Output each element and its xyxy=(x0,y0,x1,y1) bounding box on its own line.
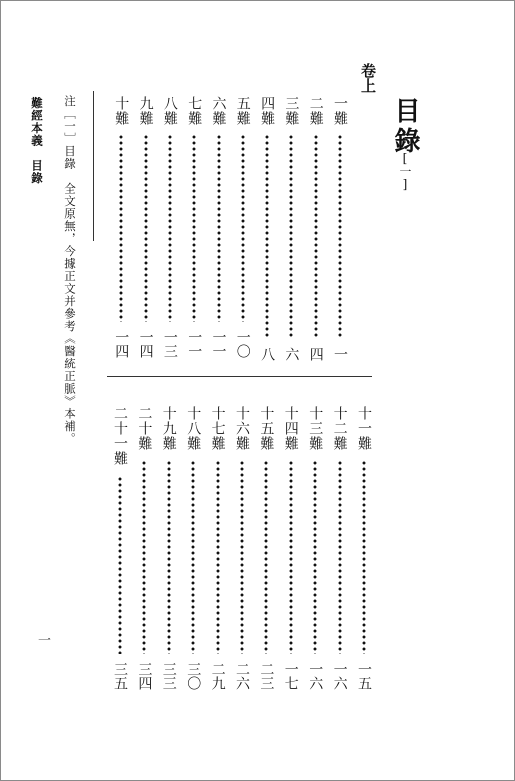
toc-entry-page: 一六 xyxy=(307,662,324,690)
leader-dots xyxy=(166,460,172,654)
note-divider xyxy=(93,91,94,241)
toc-entry xyxy=(283,406,299,696)
leader-dots xyxy=(337,134,343,339)
leader-dots xyxy=(288,460,294,654)
toc-entry-label: 一難 xyxy=(332,96,348,126)
leader-dots xyxy=(240,134,246,322)
toc-entry-label: 六難 xyxy=(210,96,227,126)
toc-entry-page: 二三 xyxy=(258,662,275,690)
leader-dots xyxy=(337,460,343,654)
toc-entry-page: 一五 xyxy=(356,662,372,690)
toc-entry-page: 一四 xyxy=(137,330,154,358)
toc-entry-label: 十四難 xyxy=(282,406,299,451)
leader-dots xyxy=(215,460,221,654)
toc-entry xyxy=(356,406,372,696)
leader-dots xyxy=(263,460,269,654)
toc-entry-label: 十七難 xyxy=(209,406,226,451)
toc-entry-page: 三〇 xyxy=(185,662,202,690)
toc-entry xyxy=(332,96,348,364)
toc-entry xyxy=(161,406,177,696)
toc-entry-label: 二難 xyxy=(307,96,324,126)
toc-entry-label: 十六難 xyxy=(234,406,250,451)
toc-entry xyxy=(235,96,251,364)
toc-entry xyxy=(162,96,178,364)
toc-entry-page: 三五 xyxy=(112,662,128,690)
toc-entry xyxy=(138,96,154,364)
leader-dots xyxy=(191,134,197,322)
toc-entry xyxy=(211,96,227,364)
volume-label: 卷上 xyxy=(359,63,377,93)
toc-entry xyxy=(258,406,274,696)
leader-dots xyxy=(167,134,173,322)
toc-entry-label: 五難 xyxy=(234,96,251,126)
running-header: 難經本義 目錄 xyxy=(30,97,44,185)
toc-entry xyxy=(186,96,202,364)
toc-entry-label: 二十一難 xyxy=(112,406,128,466)
toc-entry-label: 八難 xyxy=(161,96,178,126)
toc-entry xyxy=(259,96,275,364)
leader-dots xyxy=(216,134,222,322)
toc-entry xyxy=(308,96,324,364)
toc-entry-page: 八 xyxy=(259,347,276,361)
toc-entry xyxy=(307,406,323,696)
toc-entry xyxy=(234,406,250,696)
leader-dots xyxy=(190,460,196,654)
toc-entry-page: 六 xyxy=(283,347,300,361)
toc-entry-page: 三四 xyxy=(136,662,153,690)
toc-entry xyxy=(283,96,299,364)
toc-entry-page: 一一 xyxy=(210,330,227,358)
toc-entry-page: 二九 xyxy=(209,662,226,690)
leader-dots xyxy=(313,134,319,339)
page-title: 目錄 xyxy=(390,97,420,157)
toc-entry-page: 一六 xyxy=(331,662,348,690)
toc-entry xyxy=(185,406,201,696)
toc-entry-page: 一〇 xyxy=(234,330,251,358)
leader-dots xyxy=(141,460,147,654)
leader-dots xyxy=(312,460,318,654)
toc-entry-label: 十一難 xyxy=(356,406,372,451)
toc-entry xyxy=(332,406,348,696)
toc-entry-page: 三三 xyxy=(160,662,177,690)
toc-entry-label: 三難 xyxy=(283,96,300,126)
toc-entry-label: 二十難 xyxy=(136,406,153,451)
toc-entry xyxy=(113,96,129,364)
leader-dots xyxy=(143,134,149,322)
toc-entry-label: 四難 xyxy=(259,96,276,126)
toc-entry-page: 一四 xyxy=(113,330,130,358)
toc-entry-label: 十八難 xyxy=(185,406,202,451)
toc-entry xyxy=(136,406,152,696)
toc-entry-page: 一 xyxy=(332,347,348,361)
section-divider xyxy=(107,376,372,377)
leader-dots xyxy=(118,134,124,322)
toc-entry-label: 十二難 xyxy=(331,406,348,451)
toc-entry-label: 十九難 xyxy=(160,406,177,451)
toc-entry-label: 十五難 xyxy=(258,406,275,451)
toc-entry xyxy=(210,406,226,696)
page-number: 一 xyxy=(35,633,50,646)
leader-dots xyxy=(288,134,294,339)
toc-entry-page: 一一 xyxy=(186,330,203,358)
toc-entry-label: 十難 xyxy=(113,96,130,126)
title-footnote-mark: [一] xyxy=(398,151,412,191)
toc-entry-label: 十三難 xyxy=(307,406,324,451)
leader-dots xyxy=(117,476,123,654)
editorial-note: 注［一］目錄 全文原無，今據正文并參考《醫統正脈》本補。 xyxy=(63,95,77,445)
toc-entry-label: 七難 xyxy=(186,96,203,126)
toc-entry xyxy=(112,406,128,696)
toc-entry-page: 一三 xyxy=(161,330,178,358)
leader-dots xyxy=(361,460,367,654)
leader-dots xyxy=(264,134,270,339)
toc-entry-page: 二六 xyxy=(234,662,250,690)
toc-entry-label: 九難 xyxy=(137,96,154,126)
toc-entry-page: 一七 xyxy=(282,662,299,690)
toc-entry-page: 四 xyxy=(307,347,324,361)
leader-dots xyxy=(239,460,245,654)
